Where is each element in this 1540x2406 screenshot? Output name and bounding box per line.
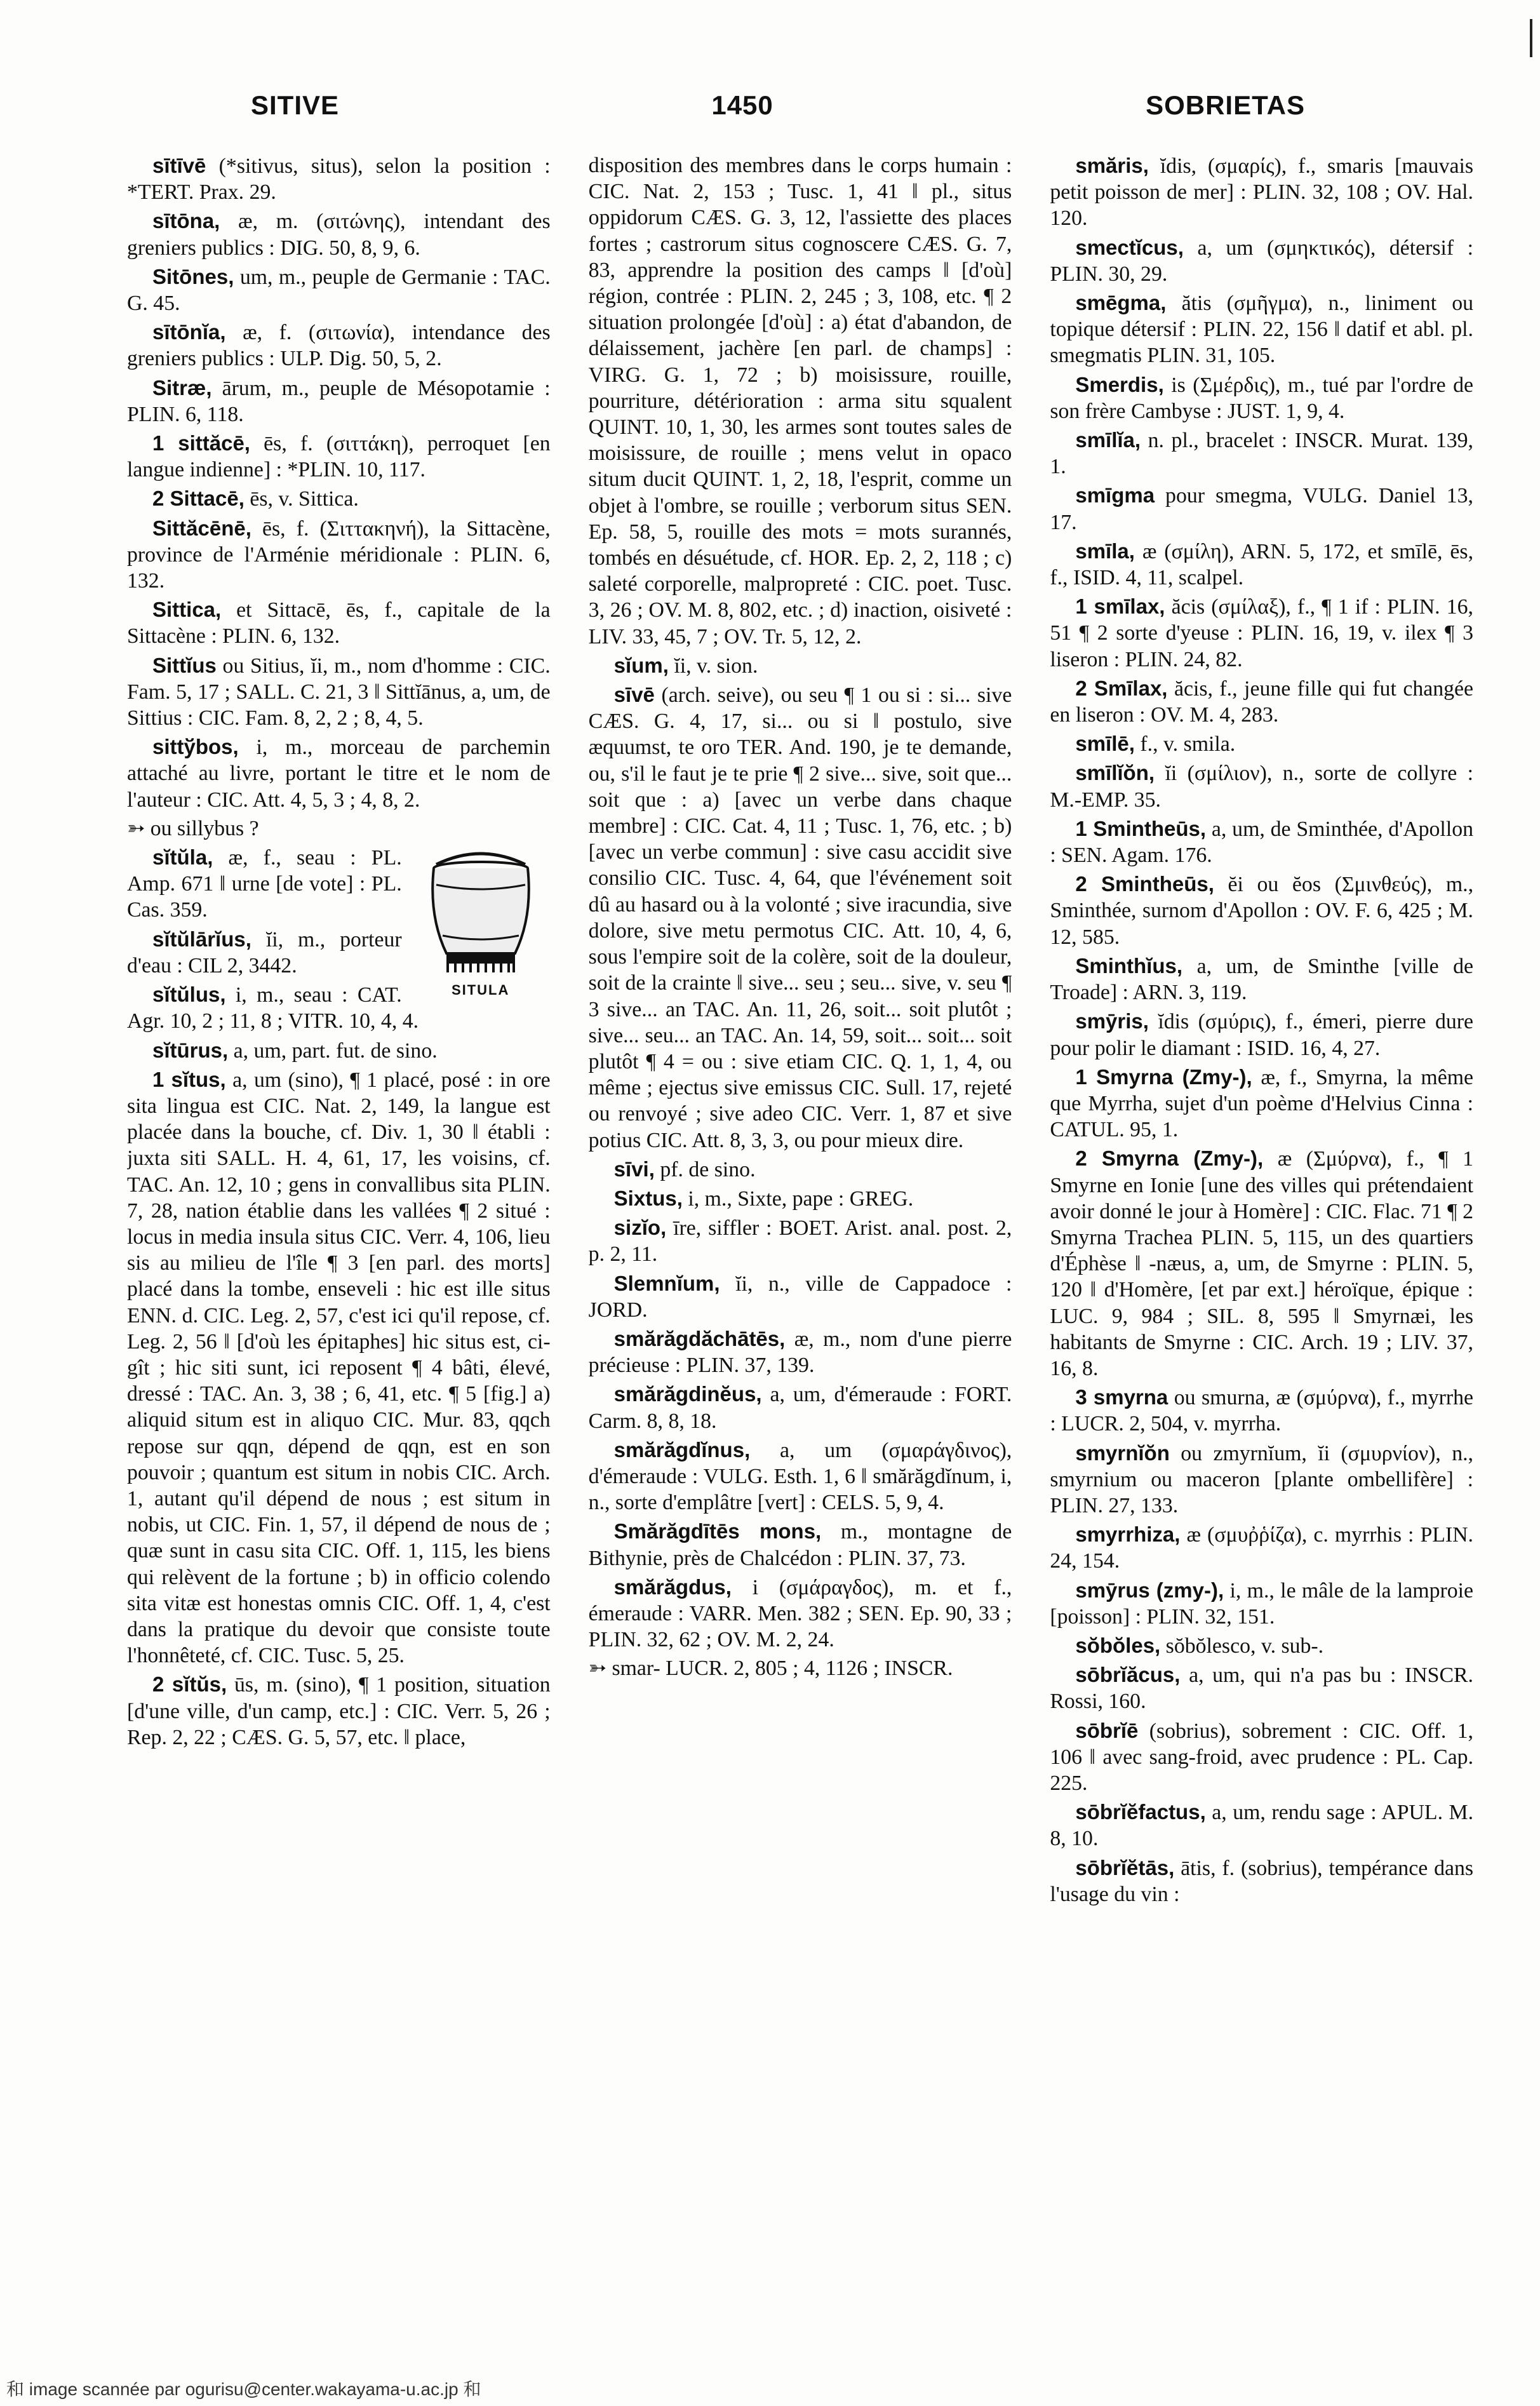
figure-caption: SITULA xyxy=(451,982,510,998)
entry-definition: æ, f. (σιτωνία), intendance des greniers publics : ULP. Dig. 50, 5, 2. xyxy=(127,321,551,371)
entry-definition: ēs, f. (σιττάκη), perroquet [en langue indienne] : *PLIN. 10, 117. xyxy=(127,432,551,482)
dictionary-entry xyxy=(1050,538,1473,591)
dictionary-entry xyxy=(127,652,551,732)
dictionary-entry xyxy=(1050,760,1473,812)
entry-headword: smēgma, xyxy=(1075,291,1167,315)
entry-headword: sĭtŭlus, xyxy=(152,983,226,1007)
entry-definition: ĭi, n., ville de Cappadoce : JORD. xyxy=(588,1272,1012,1322)
entry-definition: æ (σμυῤῥίζα), c. myrrhis : PLIN. 24, 154. xyxy=(1050,1523,1474,1573)
columns-container xyxy=(127,152,1473,2312)
dictionary-entry xyxy=(127,375,551,427)
entry-definition: i, m., le mâle de la lamproie [poisson] : PLIN. 32, 151. xyxy=(1050,1578,1474,1629)
entry-headword: smărăgdăchātēs, xyxy=(613,1326,786,1350)
entry-headword: sŏbŏles, xyxy=(1075,1633,1161,1657)
entry-definition: (sobrius), sobrement : CIC. Off. 1, 106 ‖ avec sang-froid, avec prudence : PL. Cap. 225. xyxy=(1050,1719,1474,1795)
entry-definition: ăcis, f., jeune fille qui fut changée en liseron : OV. M. 4, 283. xyxy=(1050,676,1474,727)
entry-headword: sĭtŭlārĭus, xyxy=(152,927,251,951)
entry-definition: a, um, d'émeraude : FORT. Carm. 8, 8, 18. xyxy=(588,1383,1012,1433)
dictionary-entry xyxy=(1050,234,1473,287)
dictionary-entry xyxy=(1050,730,1473,757)
entry-headword: Smerdis, xyxy=(1075,372,1164,396)
dictionary-entry xyxy=(127,319,551,372)
entry-headword: 1 Smintheūs, xyxy=(1075,816,1207,840)
dictionary-entry xyxy=(589,1381,1012,1434)
dictionary-entry xyxy=(127,430,551,483)
entry-definition: a, um (sino), ¶ 1 placé, posé : in ore sita lingua est CIC. Nat. 2, 149, la langue est placée dans la bouche, cf. Div. 1, 30 ‖ établi : juxta siti SALL. H. 4, 61, 17, les voisins, cf. TAC. An. 12, 10 ; gens in convallibus sita PLIN. 7, 28, nation établie dans les vallées ¶ 2 situé : locus in media insula situs CIC. Verr. 4, 106, lieu sis au milieu de l'île ¶ 3 [en parl. des morts] placé dans la tombe, enseveli : hic est ille situs ENN. d. CIC. Leg. 2, 57, c'est ici qu'il repose, cf. Leg. 2, 56 ‖ [d'où les épitaphes] hic situs est, ci-gît ; hic siti sunt, ici reposent ¶ 4 bâti, élevé, dressé : TAC. An. 3, 38 ; 6, 41, etc. ¶ 5 [fig.] a) aliquid situm est in aliquo CIC. Mur. 83, qqch repose sur qqn, dépend de qqn, est en son pouvoir ; quantum est situm in nobis CIC. Arch. 1, autant qu'il dépend de nous ; est situm in nobis, ut CIC. Fin. 1, 57, il dépend de nous de ; quæ sunt in casu sita CIC. Off. 1, 115, les biens qui relèvent de la fortune ; b) in officio colendo sita vitæ est honestas omnis CIC. Off. 1, 4, c'est dans la pratique du devoir que consiste toute l'honnêteté, cf. CIC. Tusc. 5, 25. xyxy=(127,1068,551,1668)
entry-headword: 2 Smīlax, xyxy=(1075,676,1168,700)
entry-definition: ➳ smar- LUCR. 2, 805 ; 4, 1126 ; INSCR. xyxy=(588,1657,953,1681)
dictionary-entry xyxy=(589,1156,1012,1183)
entry-definition: ārum, m., peuple de Mésopotamie : PLIN. 6, 118. xyxy=(127,376,551,426)
entry-headword: smectĭcus, xyxy=(1075,235,1184,259)
dictionary-entry xyxy=(1050,1384,1473,1437)
entry-definition: ūs, m. (sino), ¶ 1 position, situation [d'une ville, d'un camp, etc.] : CIC. Verr. 5, 26 ; Rep. 2, 22 ; CÆS. G. 5, 57, etc. ‖ place, xyxy=(127,1673,551,1749)
entry-definition: æ (σμίλη), ARN. 5, 172, et smīlē, ēs, f., ISID. 4, 11, scalpel. xyxy=(1050,539,1474,590)
dictionary-entry xyxy=(589,1185,1012,1212)
header-left-guideword: SITIVE xyxy=(251,90,340,120)
entry-definition: pour smegma, VULG. Daniel 13, 17. xyxy=(1050,484,1474,534)
dictionary-entry xyxy=(589,1437,1012,1516)
entry-definition: æ, f., Smyrna, la même que Myrrha, sujet d'un poème d'Helvius Cinna : CATUL. 95, 1. xyxy=(1050,1065,1474,1142)
dictionary-entry xyxy=(1050,372,1473,424)
entry-definition: ĭdis, (σμαρίς), f., smaris [mauvais petit poisson de mer] : PLIN. 32, 108 ; OV. Hal. 120. xyxy=(1050,154,1474,231)
dictionary-entry xyxy=(127,208,551,260)
entry-definition: æ, f., seau : PL. Amp. 671 ‖ urne [de vote] : PL. Cas. 359. xyxy=(127,846,402,922)
entry-headword: 1 Smyrna (Zmy-), xyxy=(1075,1065,1252,1089)
scan-edge-mark xyxy=(1530,19,1532,57)
dictionary-entry xyxy=(127,485,551,512)
entry-definition: n. pl., bracelet : INSCR. Murat. 139, 1. xyxy=(1050,429,1474,479)
dictionary-entry xyxy=(127,1037,551,1064)
entry-headword: sīvē xyxy=(613,683,655,707)
dictionary-entry xyxy=(1050,1521,1473,1574)
entry-headword: smăris, xyxy=(1075,154,1149,177)
entry-headword: sōbrĭĕfactus, xyxy=(1075,1800,1206,1824)
entry-headword: Sitōnes, xyxy=(152,264,234,288)
dictionary-entry xyxy=(1050,1440,1473,1519)
dictionary-entry xyxy=(1050,1577,1473,1630)
entry-definition: ĭi, m., porteur d'eau : CIL 2, 3442. xyxy=(127,927,402,978)
entry-headword: smīgma xyxy=(1075,483,1155,507)
running-header xyxy=(251,90,1305,121)
entry-definition: ➳ ou sillybus ? xyxy=(127,816,259,840)
scan-credit-footer: 和 image scannée par ogurisu@center.wakayama-u.ac.jp 和 xyxy=(6,2379,481,2399)
entry-definition: æ (Σμύρνα), f., ¶ 1 Smyrne en Ionie [une des villes qui prétendaient avoir donné le jour à Homère] : CIC. Flac. 71 ¶ 2 Smyrna Trachea PLIN. 5, 115, un des quartiers d'Éphèse ‖ -næus, a, um, de Smyrne : PLIN. 5, 120 ‖ d'Homère, [et par ext.] héroïque, épique : LUC. 9, 984 ; SIL. 8, 595 ‖ Smyrnæi, les habitants de Smyrne : CIC. Arch. 19 ; LIV. 37, 16, 8. xyxy=(1050,1147,1474,1380)
entry-definition: i, m., Sixte, pape : GREG. xyxy=(688,1186,914,1211)
dictionary-entry xyxy=(1050,1717,1473,1797)
entry-headword: 2 Sittacē, xyxy=(152,487,244,511)
dictionary-entry xyxy=(1050,152,1473,232)
entry-headword: 2 sĭtŭs, xyxy=(152,1672,227,1697)
dictionary-entry xyxy=(127,1066,551,1669)
dictionary-entry xyxy=(127,816,551,842)
entry-headword: smărăgdĭnus, xyxy=(613,1437,751,1462)
dictionary-entry xyxy=(127,596,551,649)
entry-definition: i, m., morceau de parchemin attaché au livre, portant le titre et le nom de l'auteur : CIC. Att. 4, 5, 3 ; 4, 8, 2. xyxy=(127,736,551,812)
entry-definition: f., v. smila. xyxy=(1140,732,1236,756)
entry-headword: smīlĭa, xyxy=(1075,428,1141,452)
dictionary-entry xyxy=(127,152,551,205)
entry-definition: ĭi (σμίλιον), n., sorte de collyre : M.-EMP. 35. xyxy=(1050,762,1474,812)
entry-headword: smărăgdinĕus, xyxy=(613,1382,762,1406)
dictionary-entry xyxy=(589,1326,1012,1378)
entry-headword: Sixtus, xyxy=(613,1186,683,1210)
entry-headword: Sittăcēnē, xyxy=(152,516,251,540)
dictionary-entry xyxy=(1050,953,1473,1005)
dictionary-entry xyxy=(589,682,1012,1153)
entry-definition: ătis (σμῆγμα), n., liniment ou topique détersif : PLIN. 22, 156 ‖ datif et abl. pl. smegmatis PLIN. 31, 105. xyxy=(1050,292,1474,368)
dictionary-entry xyxy=(1050,1799,1473,1852)
entry-definition: ēs, v. Sittica. xyxy=(250,487,359,511)
dictionary-entry xyxy=(1050,1632,1473,1659)
dictionary-entry xyxy=(1050,871,1473,950)
dictionary-entry xyxy=(589,652,1012,679)
dictionary-entry xyxy=(1050,1855,1473,1907)
entry-headword: Sittica, xyxy=(152,598,222,622)
entry-definition: is (Σμέρδις), m., tué par l'ordre de son frère Cambyse : JUST. 1, 9, 4. xyxy=(1050,373,1474,423)
column-2 xyxy=(589,152,1012,2312)
entry-definition: sŏbŏlesco, v. sub-. xyxy=(1165,1634,1324,1658)
entry-definition: m., montagne de Bithynie, près de Chalcédon : PLIN. 37, 73. xyxy=(588,1520,1012,1570)
entry-definition: disposition des membres dans le corps humain : CIC. Nat. 2, 153 ; Tusc. 1, 41 ‖ pl., situs oppidorum CÆS. G. 3, 12, l'assiette des places fortes ; castrorum situs cognoscere CÆS. G. 7, 83, apprendre la position des camps ‖ [d'où] région, contrée : PLIN. 2, 245 ; 3, 108, etc. ¶ 2 situation prolongée [d'où] : a) état d'abandon, de délaissement, jachère [en parl. de champs] : VIRG. G. 1, 72 ; b) moisissure, rouille, pourriture, détérioration : arma situ squalent QUINT. 10, 1, 30, les armes sont toutes sales de moisissure, de rouille ; mens velut in opaco situm ducit QUINT. 1, 2, 18, l'esprit, comme un objet à l'ombre, se rouille ; verborum situs SEN. Ep. 58, 5, rouille des mots = mots surannés, tombés en désuétude, cf. HOR. Ep. 2, 2, 118 ; c) saleté corporelle, malpropreté : CIC. poet. Tusc. 3, 26 ; OV. M. 8, 802, etc. ; d) inaction, oisiveté : LIV. 33, 45, 7 ; OV. Tr. 5, 12, 2. xyxy=(588,154,1012,649)
dictionary-entry xyxy=(589,1214,1012,1267)
entry-headword: sōbrĭē xyxy=(1075,1718,1139,1742)
dictionary-entry xyxy=(127,734,551,813)
entry-definition: um, m., peuple de Germanie : TAC. G. 45. xyxy=(127,265,551,316)
situla-figure xyxy=(411,847,551,1003)
entry-headword: sōbrĭăcus, xyxy=(1075,1663,1181,1687)
header-right-guideword: SOBRIETAS xyxy=(1146,90,1305,120)
entry-definition: a, um (σμαράγδινος), d'émeraude : VULG. Esth. 1, 6 ‖ smărăgdĭnum, i, n., sorte d'emplâtre [vert] : CELS. 5, 9, 4. xyxy=(588,1438,1012,1515)
column-1 xyxy=(127,152,551,2312)
entry-headword: sītōnĭa, xyxy=(152,320,226,344)
entry-definition: pf. de sino. xyxy=(660,1157,756,1181)
entry-headword: sīvi, xyxy=(613,1157,655,1181)
entry-headword: sītīvē xyxy=(152,154,206,177)
dictionary-entry xyxy=(1050,816,1473,868)
entry-definition: ăcis (σμίλαξ), f., ¶ 1 if : PLIN. 16, 51 ¶ 2 sorte d'yeuse : PLIN. 16, 19, v. ilex ¶ 3 liseron : PLIN. 24, 82. xyxy=(1050,595,1474,671)
entry-headword: smȳris, xyxy=(1075,1009,1149,1033)
dictionary-entry xyxy=(1050,1662,1473,1714)
entry-headword: 3 smyrna xyxy=(1075,1385,1168,1409)
dictionary-entry xyxy=(127,515,551,595)
entry-headword: 2 Smyrna (Zmy-), xyxy=(1075,1146,1264,1171)
entry-headword: 1 sĭtus, xyxy=(152,1067,226,1091)
entry-definition: ou smurna, æ (σμύρνα), f., myrrhe : LUCR. 2, 504, v. myrrha. xyxy=(1050,1386,1474,1436)
entry-definition: ĭi, v. sion. xyxy=(674,654,758,678)
entry-definition: (*sitivus, situs), selon la position : *TERT. Prax. 29. xyxy=(127,154,551,205)
entry-headword: 2 Smintheūs, xyxy=(1075,872,1214,896)
entry-definition: ĭdis (σμύρις), f., émeri, pierre dure pour polir le diamant : ISID. 16, 4, 27. xyxy=(1050,1010,1474,1060)
column-3 xyxy=(1050,152,1473,2312)
entry-definition: a, um, part. fut. de sino. xyxy=(233,1038,438,1063)
dictionary-entry xyxy=(589,1270,1012,1323)
entry-headword: smīlē, xyxy=(1075,732,1135,756)
entry-headword: sizĭo, xyxy=(613,1216,667,1240)
entry-headword: smyrrhiza, xyxy=(1075,1522,1181,1547)
entry-headword: Smărăgdītēs mons, xyxy=(613,1519,822,1543)
entry-headword: smyrnĭŏn xyxy=(1075,1441,1170,1465)
entry-headword: sĭtŭla, xyxy=(152,845,213,870)
entry-headword: 1 smīlax, xyxy=(1075,595,1165,619)
entry-definition: (arch. seive), ou seu ¶ 1 ou si : si... sive CÆS. G. 4, 17, si... ou si ‖ postulo, sive æquumst, te oro TER. And. 190, je te demande, ou, s'il le faut je te prie ¶ 2 sive... sive, soit que... soit que : a) [avec un verbe dans chaque membre] : CIC. Cat. 4, 11 ; Tusc. 1, 76, etc. ; b) [avec un verbe commun] : sive casu accidit sive consilio CIC. Tusc. 4, 64, que l'événement soit dû au hasard ou à la volonté ; sive iracundia, sive dolore, sive metu permotus CIC. Att. 10, 4, 6, sous l'empire soit de la colère, soit de la douleur, soit de la crainte ‖ sive... seu ; seu... sive, v. seu ¶ 3 sive... an TAC. An. 11, 26, soit... soit plutôt ; sive... seu... an TAC. An. 14, 59, soit... soit... soit plutôt ¶ 4 = ou : sive etiam CIC. Q. 1, 1, 4, ou même ; ejectus sive emissus CIC. Sull. 17, rejeté ou renvoyé ; sive adeo CIC. Verr. 1, 87 et sive potius CIC. Att. 8, 3, 3, ou pour mieux dire. xyxy=(588,683,1012,1152)
dictionary-entry xyxy=(1050,1145,1473,1381)
entry-definition: īre, siffler : BOET. Arist. anal. post. 2, p. 2, 11. xyxy=(588,1216,1012,1267)
entry-headword: sōbrĭĕtās, xyxy=(1075,1855,1175,1879)
entry-headword: smīlĭŏn, xyxy=(1075,761,1155,785)
entry-definition: et Sittacē, ēs, f., capitale de la Sittacène : PLIN. 6, 132. xyxy=(127,598,551,649)
entry-definition: æ, m., nom d'une pierre précieuse : PLIN. 37, 139. xyxy=(588,1327,1012,1378)
entry-headword: smȳrus (zmy-), xyxy=(1075,1578,1224,1602)
entry-headword: sĭtūrus, xyxy=(152,1038,229,1062)
entry-definition: i (σμάραγδος), m. et f., émeraude : VARR. Men. 382 ; SEN. Ep. 90, 33 ; PLIN. 32, 62 ; OV. M. 2, 24. xyxy=(588,1575,1012,1652)
entry-definition: ou Sitius, ĭi, m., nom d'homme : CIC. Fam. 5, 17 ; SALL. C. 21, 3 ‖ Sittĭānus, a, um, de Sittius : CIC. Fam. 8, 2, 2 ; 8, 4, 5. xyxy=(127,654,551,730)
page-number: 1450 xyxy=(711,90,773,120)
entry-definition: æ, m. (σιτώνης), intendant des greniers publics : DIG. 50, 8, 9, 6. xyxy=(127,210,551,260)
dictionary-entry xyxy=(589,152,1012,650)
entry-definition: a, um, rendu sage : APUL. M. 8, 10. xyxy=(1050,1801,1474,1851)
entry-headword: sĭum, xyxy=(613,653,669,677)
dictionary-entry xyxy=(1050,1008,1473,1061)
dictionary-entry xyxy=(1050,427,1473,480)
dictionary-entry xyxy=(1050,675,1473,728)
situla-bucket-icon xyxy=(417,847,544,977)
entry-headword: sittўbos, xyxy=(152,735,239,759)
dictionary-entry xyxy=(1050,290,1473,369)
entry-definition: a, um, de Sminthe [ville de Troade] : ARN. 3, 119. xyxy=(1050,954,1474,1005)
dictionary-entry xyxy=(589,1574,1012,1653)
dictionary-entry xyxy=(1050,1064,1473,1143)
entry-headword: Sittĭus xyxy=(152,653,217,677)
entry-definition: a, um (σμηκτικός), détersif : PLIN. 30, 29. xyxy=(1050,236,1474,286)
entry-headword: Sminthĭus, xyxy=(1075,953,1183,978)
dictionary-entry xyxy=(1050,482,1473,535)
entry-definition: i, m., seau : CAT. Agr. 10, 2 ; 11, 8 ; VITR. 10, 4, 4. xyxy=(127,983,419,1033)
entry-definition: ēs, f. (Σιττακηνή), la Sittacène, province de l'Arménie méridionale : PLIN. 6, 132. xyxy=(127,516,551,593)
entry-headword: smărăgdus, xyxy=(613,1575,732,1599)
entry-definition: a, um, qui n'a pas bu : INSCR. Rossi, 160. xyxy=(1050,1663,1474,1714)
dictionary-entry xyxy=(127,264,551,316)
entry-definition: ou zmyrnĭum, ĭi (σμυρνίον), n., smyrnium ou maceron [plante ombellifère] : PLIN. 27, 133. xyxy=(1050,1441,1474,1517)
entry-headword: Sitræ, xyxy=(152,375,212,400)
dictionary-entry xyxy=(1050,593,1473,673)
entry-definition: ĕi ou ĕos (Σμινθεύς), m., Sminthée, surnom d'Apollon : OV. F. 6, 425 ; M. 12, 585. xyxy=(1050,873,1474,949)
entry-headword: 1 sittăcē, xyxy=(152,431,250,455)
entry-definition: a, um, de Sminthée, d'Apollon : SEN. Agam. 176. xyxy=(1050,817,1474,868)
entry-headword: smīla, xyxy=(1075,539,1135,563)
dictionary-entry xyxy=(127,1671,551,1751)
dictionary-entry xyxy=(589,1655,1012,1681)
entry-headword: sītōna, xyxy=(152,209,220,233)
entry-headword: Slemnĭum, xyxy=(613,1271,720,1295)
dictionary-entry xyxy=(589,1518,1012,1571)
entry-definition: ātis, f. (sobrius), tempérance dans l'usage du vin : xyxy=(1050,1856,1474,1906)
